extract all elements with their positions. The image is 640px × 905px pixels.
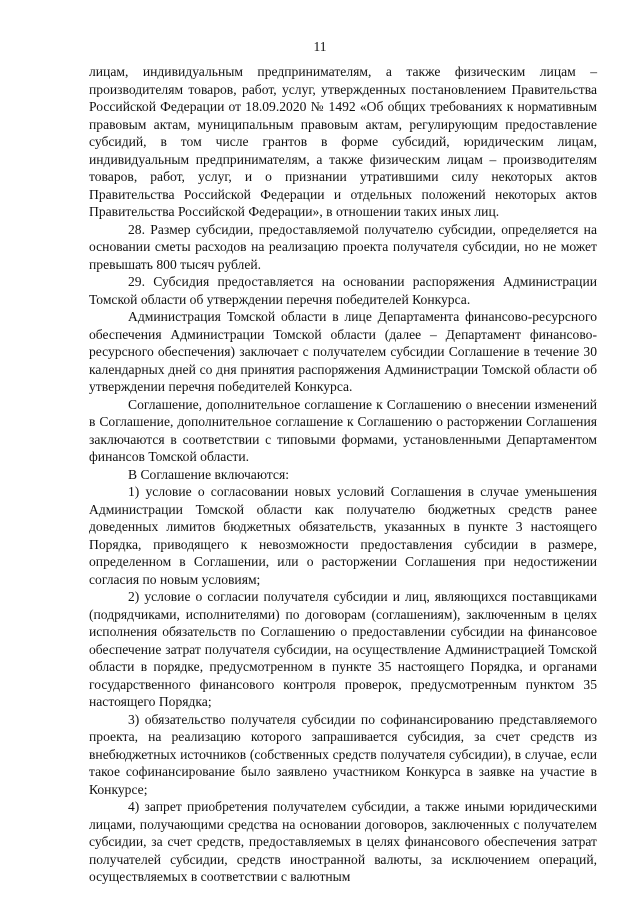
document-body bbox=[89, 63, 597, 886]
paragraph-clause-28: 28. Размер субсидии, предоставляемой получателю субсидии, определяется на основании сметы расходов на реализацию проекта получателя субсидии, но не может превышать 800 тысяч рублей. bbox=[89, 221, 597, 272]
paragraph-clause-29: 29. Субсидия предоставляется на основании распоряжения Администрации Томской области об утверждении перечня победителей Конкурса. bbox=[89, 274, 597, 307]
paragraph-agreement-signing: Администрация Томской области в лице Департамента финансово-ресурсного обеспечения Администрации Томской области (далее – Департамент финансово-ресурсного обеспечения) заключает с получателем субсидии Соглашение в течение 30 календарных дней со дня принятия распоряжения Администрации Томской области об утверждении перечня победителей Конкурса. bbox=[89, 309, 597, 394]
list-item-4: 4) запрет приобретения получателем субсидии, а также иными юридическими лицами, получающими средства на основании договоров, заключенных с получателем субсидии, за счет средств, предоставляемых в целях финансового обеспечения затрат получателей субсидии, средств иностранной валюты, за исключением операций, осуществляемых в соответствии с валютным bbox=[89, 799, 597, 884]
list-item-2: 2) условие о согласии получателя субсидии и лиц, являющихся поставщиками (подрядчиками, исполнителями) по договорам (соглашениям), заключенным в целях исполнения обязательств по Соглашению о предоставлении субсидии на финансовое обеспечение затрат получателя субсидии, на осуществление Администрацией Томской области в порядке, предусмотренном в пункте 35 настоящего Порядка, и органами государственного финансового контроля проверок, предусмотренным пунктом 35 настоящего Порядка; bbox=[89, 589, 597, 709]
paragraph-continuation: лицам, индивидуальным предпринимателям, а также физическим лицам – производителям товаров, работ, услуг, утвержденных постановлением Правительства Российской Федерации от 18.09.2020 № 1492 «Об общих требованиях к нормативным правовым актам, муниципальным правовым актам, регулирующим предоставление субсидий, в том числе грантов в форме субсидий, юридическим лицам, индивидуальным предпринимателям, а также физическим лицам – производителям товаров, работ, услуг, и о признании утратившими силу некоторых актов Правительства Российской Федерации и отдельных положений некоторых актов Правительства Российской Федерации», в отношении таких иных лиц. bbox=[89, 64, 597, 219]
paragraph-agreement-forms: Соглашение, дополнительное соглашение к Соглашению о внесении изменений в Соглашение, дополнительное соглашение к Соглашению о расторжении Соглашения заключаются в соответствии с типовыми формами, установленными Департаментом финансов Томской области. bbox=[89, 396, 597, 464]
list-item-3: 3) обязательство получателя субсидии по софинансированию представляемого проекта, на реализацию которого запрашивается субсидия, за счет средств из внебюджетных источников (собственных средств получателя субсидии), в случае, если такое софинансирование было заявлено участником Конкурса в заявке на участие в Конкурсе; bbox=[89, 711, 597, 797]
list-item-1: 1) условие о согласовании новых условий Соглашения в случае уменьшения Администрации Томской области как получателю бюджетных средств ранее доведенных лимитов бюджетных обязательств, указанных в пункте 3 настоящего Порядка, приводящего к невозможности предоставления субсидии в размере, определенном в Соглашении, или о расторжении Соглашения при недостижении согласия по новым условиям; bbox=[89, 484, 597, 587]
page-number: 11 bbox=[313, 39, 327, 54]
paragraph-agreement-includes: В Соглашение включаются: bbox=[128, 466, 289, 482]
